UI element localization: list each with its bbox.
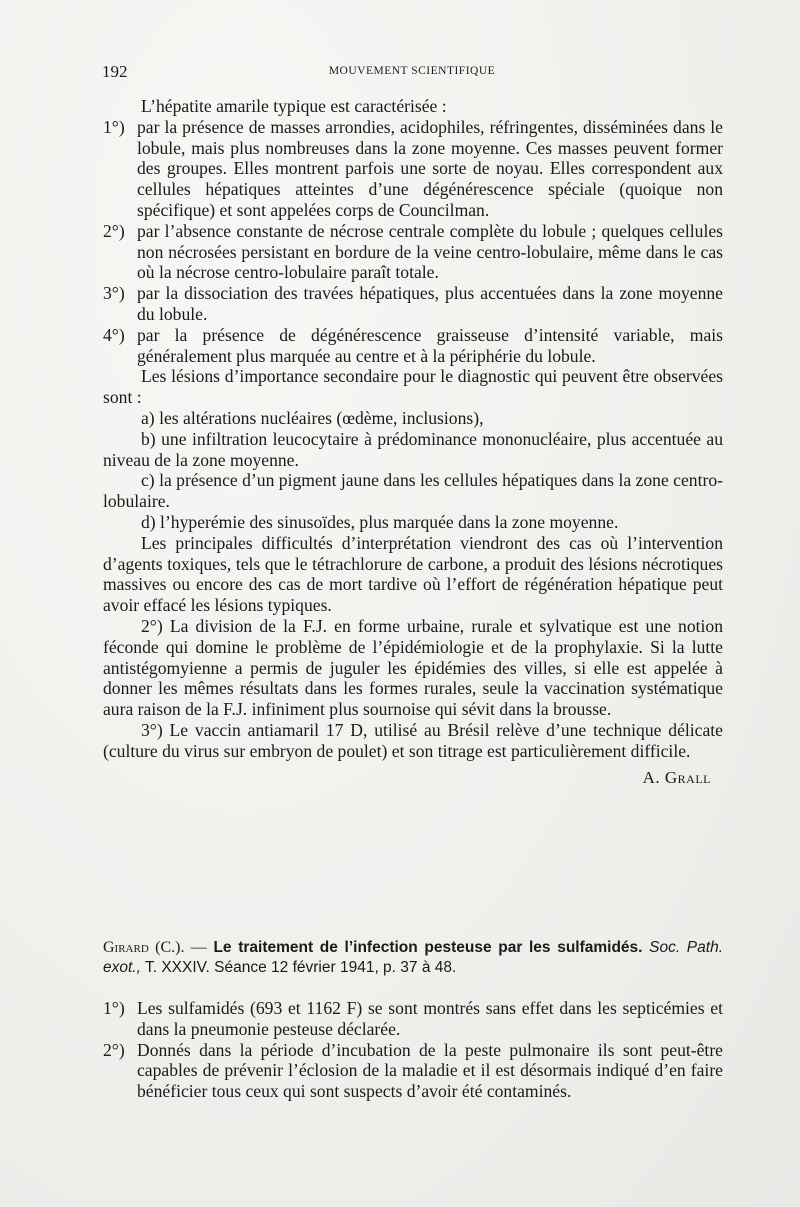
list-item [103, 117, 723, 221]
list-item [103, 1040, 723, 1102]
item-marker: 2°) [103, 1039, 125, 1060]
intro-paragraph: L’hépatite amarile typique est caractérisée : [141, 96, 447, 116]
point-three-paragraph: 3°) Le vaccin antiamaril 17 D, utilisé au Brésil relève d’une technique délicate (culture du virus sur embryon de poulet) et son titrage est particulièrement difficile. [103, 719, 723, 761]
item-text: par l’absence constante de nécrose centrale complète du lobule ; quelques cellules non nécrosées persistant en bordure de la veine centro-lobulaire, même dans le cas où la nécrose centro-lobulaire paraît totale. [137, 220, 723, 283]
page-number: 192 [102, 62, 128, 81]
review-grall [103, 96, 723, 788]
item-text: par la dissociation des travées hépatiques, plus accentuées dans la zone moyenne du lobule. [137, 283, 723, 324]
point-two-paragraph: 2°) La division de la F.J. en forme urbaine, rurale et sylvatique est une notion féconde qui domine le problème de l’épidémiologie et de la prophylaxie. Si la lutte antistégomyienne a permis de juguler les épidémies des villes, si elle est appelée à donner les mêmes résultats dans les formes rurales, seule la vaccination systématique aura raison de la F.J. infiniment plus sournoise qui sévit dans la brousse. [103, 615, 723, 720]
citation-girard [103, 938, 723, 978]
citation-author: Girard (C.). — [103, 939, 207, 956]
item-text: par la présence de dégénérescence graisseuse d’intensité variable, mais généralement plus marquée au centre et à la périphérie du lobule. [137, 324, 723, 366]
list-item [103, 325, 723, 367]
running-head: MOUVEMENT SCIENTIFIQUE [328, 65, 496, 77]
item-marker: 2°) [103, 220, 125, 241]
item-text: par la présence de masses arrondies, acidophiles, réfringentes, disséminées dans le lobule, mais plus nombreuses dans la zone moyenne. Ces masses peuvent former des groupes. Elles montrent parfois une sorte de noyau. Elles correspondent aux cellules hépatiques atteintes d’une dégénérescence spéciale (quoique non spécifique) et sont appelées corps de Councilman. [137, 116, 723, 220]
item-marker: 4°) [103, 324, 125, 345]
review-girard-summary [103, 998, 723, 1102]
item-text: Les sulfamidés (693 et 1162 F) se sont montrés sans effet dans les septicémies et dans la pneumonie pesteuse déclarée. [137, 998, 723, 1039]
secondary-item: c) la présence d’un pigment jaune dans les cellules hépatiques dans la zone centro-lobulaire. [103, 470, 723, 512]
item-text: Donnés dans la période d’incubation de la peste pulmonaire ils sont peut-être capables de prévenir l’éclosion de la maladie et il est désormais indiqué d’en faire bénéficier tous ceux qui sont suspects d’avoir été contaminés. [137, 1039, 723, 1102]
citation-journal: Soc. Path. exot., [103, 939, 723, 976]
list-item [103, 998, 723, 1040]
reviewer-signature: A. Grall [642, 767, 711, 787]
secondary-intro: Les lésions d’importance secondaire pour le diagnostic qui peuvent être observées sont : [103, 366, 723, 408]
difficulties-paragraph: Les principales difficultés d’interprétation viendront des cas où l’intervention d’agents toxiques, tels que le tétrachlorure de carbone, a produit des lésions nécrotiques massives ou encore des cas de mort tardive où l’effort de régénération hépatique peut avoir effacé les lésions typiques. [103, 532, 723, 616]
page-header [102, 62, 722, 82]
secondary-item: b) une infiltration leucocytaire à prédominance mononucléaire, plus accentuée au niveau de la zone moyenne. [103, 428, 723, 470]
citation-title: Le traitement de l’infection pesteuse par les sulfamidés. [213, 939, 643, 956]
secondary-item: a) les altérations nucléaires (œdème, inclusions), [141, 407, 484, 428]
item-marker: 3°) [103, 283, 125, 304]
citation-details: T. XXXIV. Séance 12 février 1941, p. 37 à 48. [144, 959, 457, 976]
list-item [103, 283, 723, 325]
item-marker: 1°) [103, 116, 125, 137]
secondary-item: d) l’hyperémie des sinusoïdes, plus marquée dans la zone moyenne. [141, 511, 619, 532]
list-item [103, 221, 723, 283]
item-marker: 1°) [103, 998, 125, 1018]
